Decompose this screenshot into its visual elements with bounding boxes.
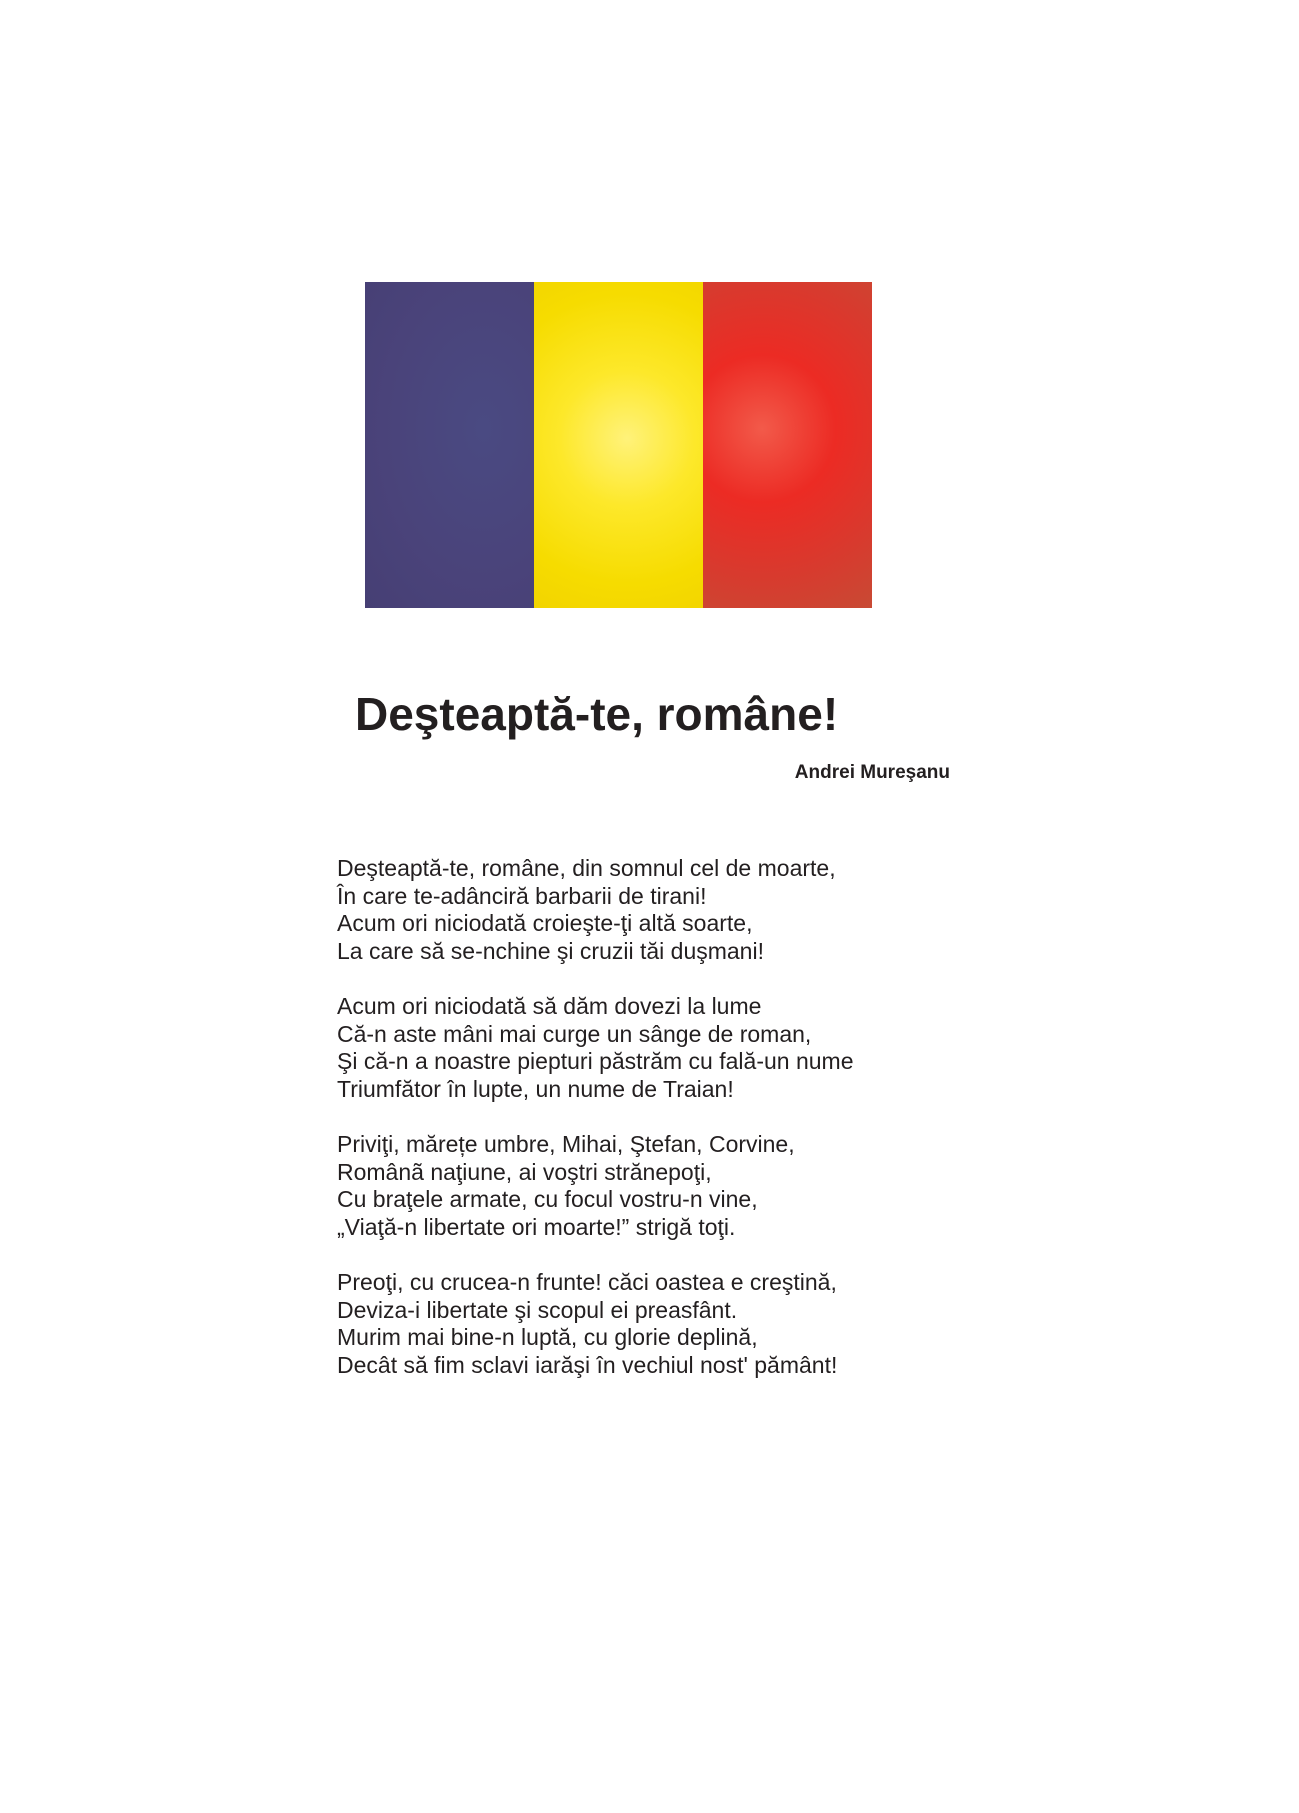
poem-line: Preoţi, cu crucea-n frunte! căci oastea e creştină, [337, 1269, 837, 1295]
poem-line: Priviţi, mărețe umbre, Mihai, Ştefan, Corvine, [337, 1131, 795, 1157]
poem-line: Deşteaptă-te, române, din somnul cel de moarte, [337, 855, 836, 881]
poem-line: Triumfător în lupte, un nume de Traian! [337, 1075, 734, 1102]
poem-line: Decât să fim sclavi iarăşi în vechiul nost' pământ! [337, 1351, 838, 1378]
flag-stripe-red [703, 282, 872, 608]
poem-line: Şi că-n a noastre piepturi păstrăm cu fală-un nume [337, 1048, 854, 1074]
poem-line: La care să se-nchine şi cruzii tăi duşmani! [337, 937, 764, 964]
stanza-1 [337, 855, 937, 965]
flag-stripe-blue [365, 282, 534, 608]
poem-line: Că-n aste mâni mai curge un sânge de roman, [337, 1020, 812, 1047]
poem-line: În care te-adânciră barbarii de tirani! [337, 882, 707, 909]
poem-line: Românã naţiune, ai voştri strănepoţi, [337, 1158, 712, 1185]
stanza-4 [337, 1269, 937, 1379]
poem-line: Acum ori niciodată să dăm dovezi la lume [337, 993, 762, 1019]
poem-body [337, 855, 937, 1407]
poem-line: Cu braţele armate, cu focul vostru-n vine, [337, 1186, 758, 1212]
romanian-flag [365, 282, 872, 608]
stanza-3 [337, 1131, 937, 1241]
flag-stripe-yellow [534, 282, 703, 608]
poem-author: Andrei Mureşanu [794, 762, 950, 783]
poem-line: Murim mai bine-n luptă, cu glorie deplină, [337, 1324, 758, 1350]
poem-title: Deşteaptă-te, române! [355, 688, 839, 740]
poem-line: Acum ori niciodată croieşte-ţi altă soarte, [337, 910, 753, 936]
stanza-2 [337, 993, 937, 1103]
poem-line: Deviza-i libertate şi scopul ei preasfânt. [337, 1296, 738, 1323]
poem-line: „Viaţă-n libertate ori moarte!” strigă toţi. [337, 1213, 736, 1240]
